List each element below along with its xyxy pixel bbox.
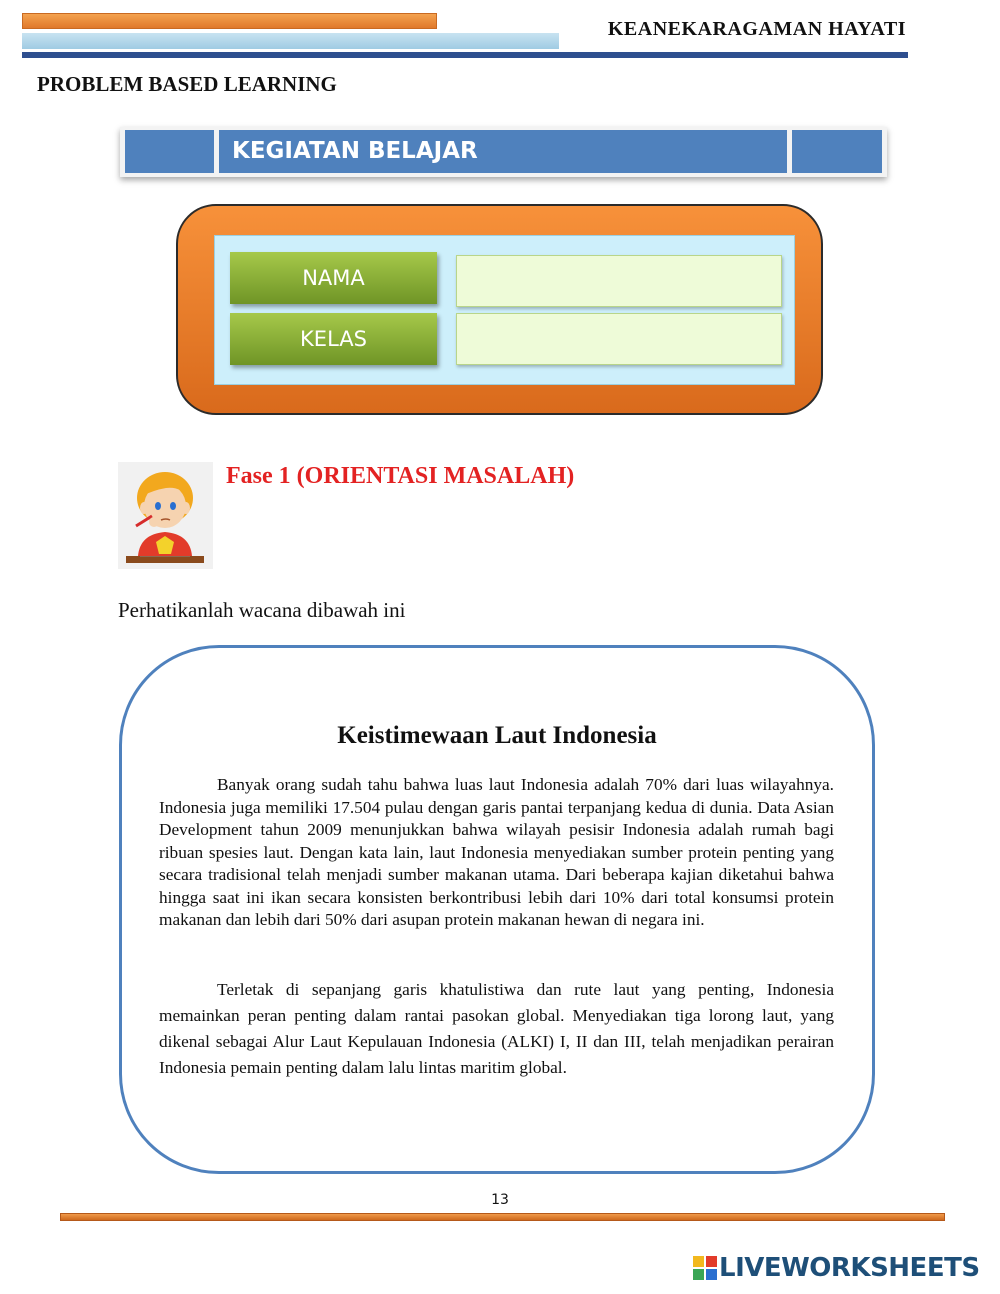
passage-paragraph-1: Banyak orang sudah tahu bahwa luas laut Indonesia adalah 70% dari luas wilayahnya. Indonesia juga memiliki 17.504 pulau dengan garis pantai terpanjang kedua di dunia. Data Asian Development tahun 2009 menunjukkan bahwa wilayah pesisir Indonesia adalah rumah bagi ribuan spesies laut. Dengan kata lain, laut Indonesia menyediakan sumber protein penting yang secara tradisional telah menjadi sumber makanan utama. Dari beberapa kajian diketahui bahwa hingga saat ini ikan secara konsisten berkontribusi lebih dari 10% dari total konsumsi protein makanan dan lebih dari 50% dari asupan protein makanan hewan di negara ini.	[159, 775, 834, 929]
banner-label: KEGIATAN BELAJAR	[232, 138, 478, 164]
header-orange-bar	[22, 13, 437, 29]
liveworksheets-logo-icon	[693, 1256, 717, 1280]
class-label: KELAS	[230, 313, 437, 365]
banner-right-block	[792, 130, 882, 173]
name-input[interactable]	[456, 255, 782, 307]
footer-orange-bar	[60, 1213, 945, 1221]
phase-title: Fase 1 (ORIENTASI MASALAH)	[226, 463, 575, 489]
student-thinking-illustration	[118, 462, 213, 569]
passage-title: Keistimewaan Laut Indonesia	[337, 722, 657, 749]
class-input[interactable]	[456, 313, 782, 365]
passage-paragraph-2: Terletak di sepanjang garis khatulistiwa dan rute laut yang penting, Indonesia memainkan peran penting dalam rantai pasokan global. Menyediakan tiga lorong laut, yang dikenal sebagai Alur Laut Kepulauan Indonesia (ALKI) I, II dan III, telah menjadikan perairan Indonesia pemain penting dalam lalu lintas maritim global.	[159, 980, 834, 1077]
banner-left-block	[125, 130, 214, 173]
instruction-text: Perhatikanlah wacana dibawah ini	[118, 598, 406, 622]
liveworksheets-logo[interactable]	[693, 1253, 980, 1283]
header-blue-bar	[22, 33, 559, 49]
section-subtitle: PROBLEM BASED LEARNING	[37, 72, 337, 96]
document-title: KEANEKARAGAMAN HAYATI	[607, 18, 906, 40]
brand-name: LIVEWORKSHEETS	[719, 1253, 980, 1283]
header-navy-rule	[22, 52, 908, 58]
page-number: 13	[491, 1192, 509, 1208]
name-label: NAMA	[230, 252, 437, 304]
